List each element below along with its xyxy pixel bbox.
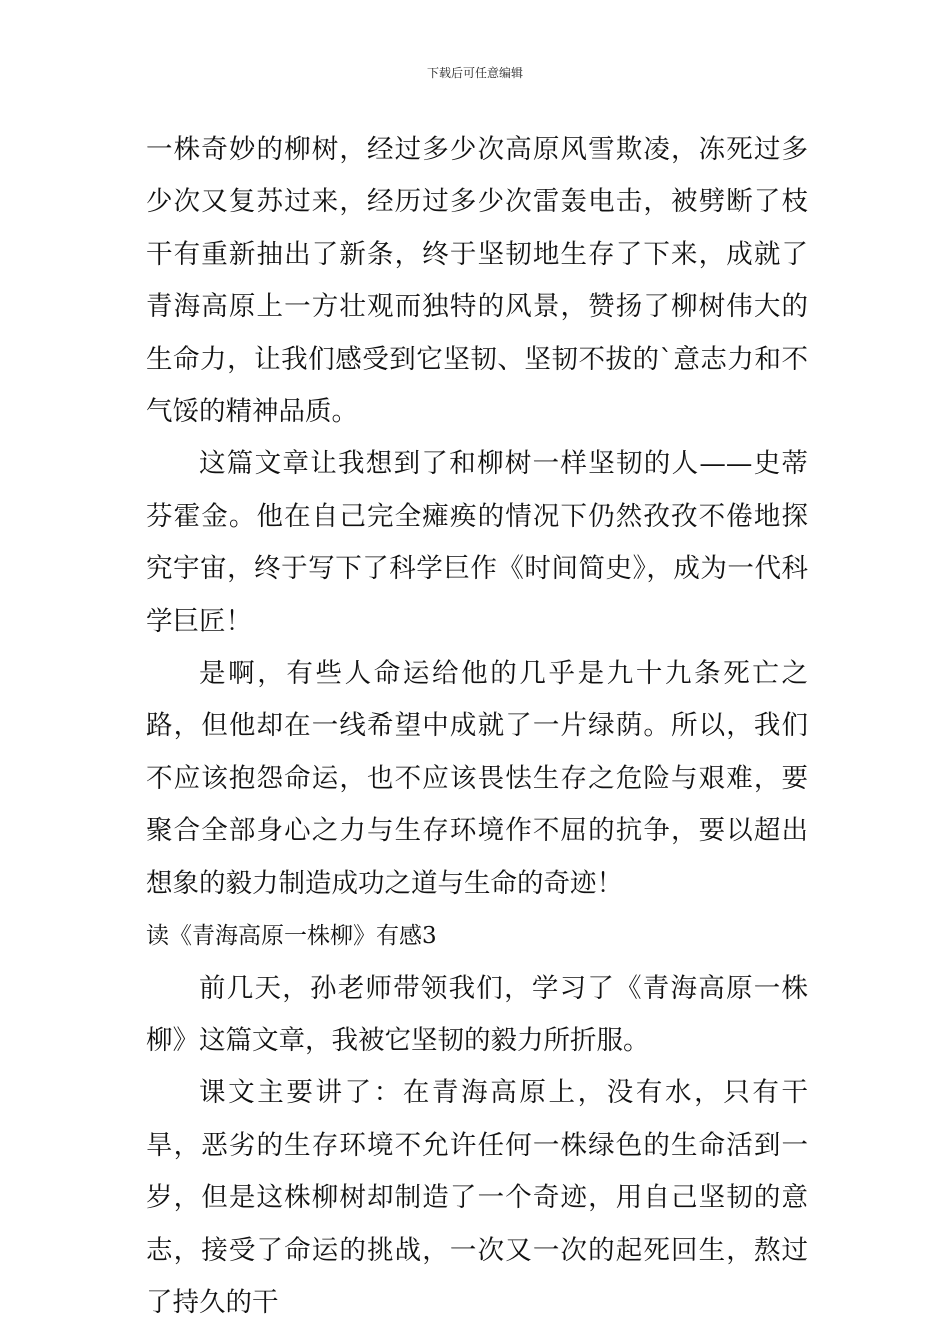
section-heading: 读《青海高原一株柳》有感3 <box>146 923 437 950</box>
paragraph-intro: 前几天，孙老师带领我们，学习了《青海高原一株柳》这篇文章，我被它坚韧的毅力所折服。 <box>146 972 808 1056</box>
document-body <box>146 124 808 1329</box>
paragraph-reflection: 是啊，有些人命运给他的几乎是九十九条死亡之路，但他却在一线希望中成就了一片绿荫。所以，我们不应该抱怨命运，也不应该畏怯生存之危险与艰难，要聚合全部身心之力与生存环境作不屈的抗争，要以超出想象的毅力制造成功之道与生命的奇迹！ <box>146 658 808 899</box>
paragraph-summary: 课文主要讲了：在青海高原上，没有水，只有干旱，恶劣的生存环境不允许任何一株绿色的生命活到一岁，但是这株柳树却制造了一个奇迹，用自己坚韧的意志，接受了命运的挑战，一次又一次的起死回生，熬过了持久的干 <box>146 1077 808 1318</box>
page-header-note: 下载后可任意编辑 <box>426 66 523 80</box>
paragraph-willow-description: 一株奇妙的柳树，经过多少次高原风雪欺凌，冻死过多少次又复苏过来，经历过多少次雷轰电击，被劈断了枝干有重新抽出了新条，终于坚韧地生存了下来，成就了青海高原上一方壮观而独特的风景，赞扬了柳树伟大的生命力，让我们感受到它坚韧、坚韧不拔的`意志力和不气馁的精神品质。 <box>146 134 808 428</box>
paragraph-hawking: 这篇文章让我想到了和柳树一样坚韧的人——史蒂芬霍金。他在自己完全瘫痪的情况下仍然孜孜不倦地探究宇宙，终于写下了科学巨作《时间简史》，成为一代科学巨匠！ <box>146 448 808 637</box>
